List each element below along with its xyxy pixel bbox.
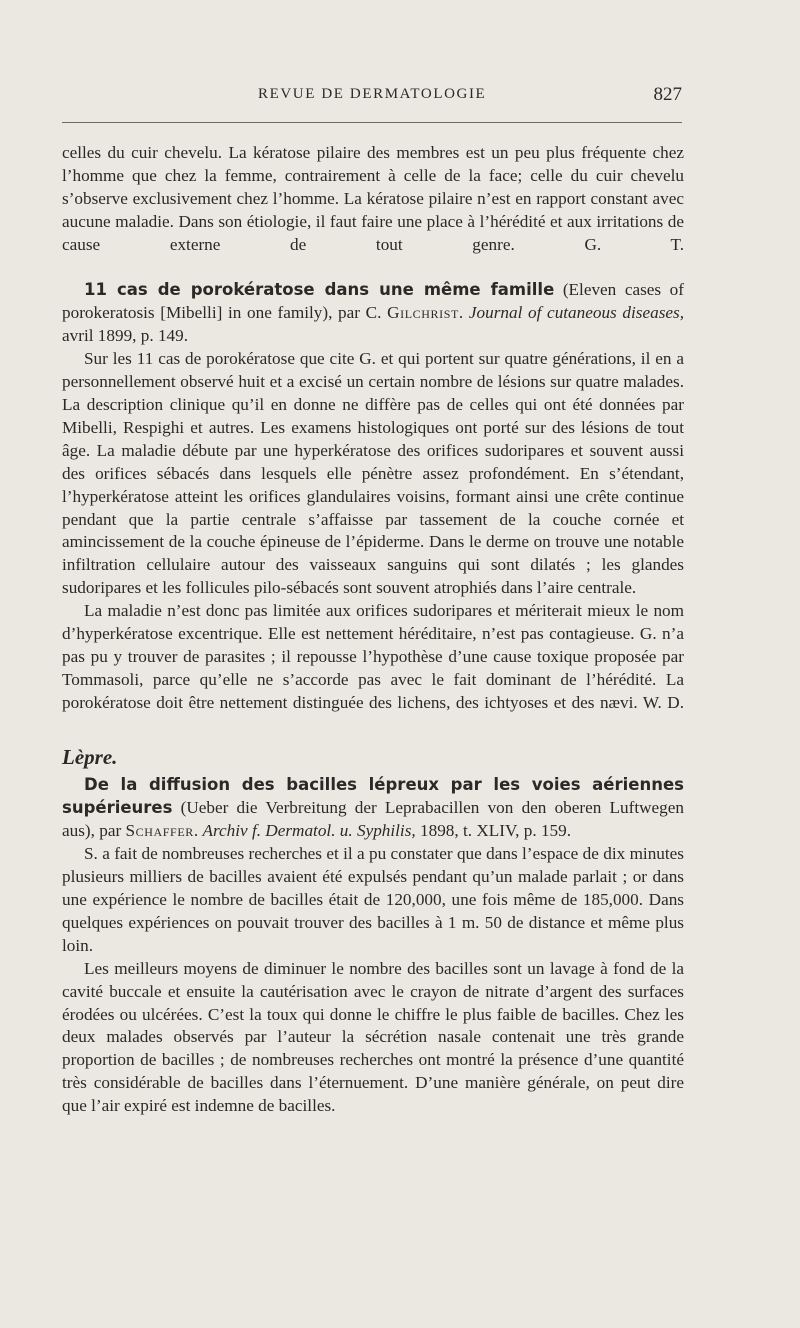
continued-paragraph — [62, 142, 684, 279]
paragraph: S. a fait de nombreuses recherches et il a pu constater que dans l’espace de dix minutes plusieurs milliers de bacilles avaient été expulsés pendant qu’un malade parlait ; or dans une expérience le nombre de bacilles était de 120,000, une fois même de 185,000. Dans quelques expériences on pouvait trouver des bacilles à 1 m. 50 de distance et même plus loin. — [62, 844, 684, 955]
signature-wd: W. D. — [642, 692, 684, 712]
article-german-title: (Ueber die Verbreitung der Leprabacillen von den oberen Luftwegen aus), par — [62, 798, 684, 841]
signature-gt: G. T. — [584, 234, 685, 254]
author-punctuation: . — [193, 821, 203, 841]
article-heading-lepre — [62, 774, 684, 843]
article-heading-porokeratosis — [62, 279, 684, 348]
header-rule — [62, 122, 682, 123]
article-journal: Journal of cutaneous diseases, — [468, 303, 684, 323]
paragraph: Sur les 11 cas de porokératose que cite G. et qui portent sur quatre générations, il en a personnellement observé huit et a excisé un certain nombre de lésions sur quatre malades. La description clinique qu’il en donne ne diffère pas de celles qui ont été données par Mibelli, Respighi et autres. Les examens histologiques ont porté sur des lésions de tout âge. La maladie débute par une hyperkératose des orifices sudoripares et souvent aussi des orifices sébacés dans lesquels elle pénètre assez profondément. En s’étendant, l’hyperkératose atteint les orifices glandulaires voisins, formant ainsi une crête continue pendant que la partie centrale s’affaisse par tassement de la couche cornée et amincissement de la couche épineuse de l’épiderme. Dans le derme on trouve une notable infiltration cellulaire autour des vaisseaux sanguins qui sont dilatés ; les glandes sudoripares et les follicules pilo-sébacés sont souvent atrophiés dans l’aire centrale. — [62, 349, 684, 598]
article-english-title: (Eleven cases of porokeratosis [Mibelli] in one family), par C. — [62, 280, 684, 323]
article-author: Schaffer — [125, 821, 194, 841]
article-author: Gilchrist — [387, 303, 459, 323]
page-number: 827 — [653, 84, 682, 105]
section-title: Lèpre. — [62, 744, 118, 769]
author-punctuation: . — [458, 303, 469, 323]
article-title: 11 cas de porokératose dans une même famille — [84, 280, 555, 300]
page-body — [62, 142, 684, 1118]
page-header — [62, 84, 682, 114]
paragraph: Les meilleurs moyens de diminuer le nombre des bacilles sont un lavage à fond de la cavité buccale et ensuite la cautérisation avec le crayon de nitrate d’argent des surfaces érodées ou ulcérées. C’est la toux qui donne le chiffre le plus faible de bacilles. Chez les deux malades observés par l’auteur la sécrétion nasale contenait une très grande proportion de bacilles ; de nombreuses recherches ont montré la présence d’une quantité très considérable de bacilles dans l’éternuement. D’une manière générale, on peut dire que l’air expiré est indemne de bacilles. — [62, 958, 684, 1116]
article-journal: Archiv f. Dermatol. u. Syphilis, — [202, 821, 416, 841]
article-citation: 1898, t. XLIV, p. 159. — [415, 821, 572, 841]
paragraph — [62, 600, 684, 737]
article-citation: avril 1899, p. 149. — [62, 326, 189, 346]
paragraph-text: La maladie n’est donc pas limitée aux orifices sudoripares et mériterait mieux le nom d’hyperkératose excentrique. Elle est nettement héréditaire, n’est pas contagieuse. G. n’a pas pu y trouver de parasites ; il repousse l’hypothèse d’une cause toxique proposée par Tommasoli, parce qu’elle ne s’accorde pas avec le fait dominant de l’hérédité. La porokératose doit être nettement distinguée des lichens, des ichtyoses et des nævi. — [62, 601, 684, 712]
running-title: REVUE DE DERMATOLOGIE — [258, 86, 487, 102]
continued-paragraph-text: celles du cuir chevelu. La kératose pilaire des membres est un peu plus fréquente chez l’homme que chez la femme, contrairement à celle de la face; celle du cuir chevelu s’observe exclusivement chez l’homme. La kératose pilaire n’est en rapport constant avec aucune maladie. Dans son étiologie, il faut faire une place à l’hérédité et aux irritations de cause externe de tout genre. — [62, 143, 684, 254]
article-title: De la diffusion des bacilles lépreux par les voies aériennes supérieures — [62, 775, 684, 818]
